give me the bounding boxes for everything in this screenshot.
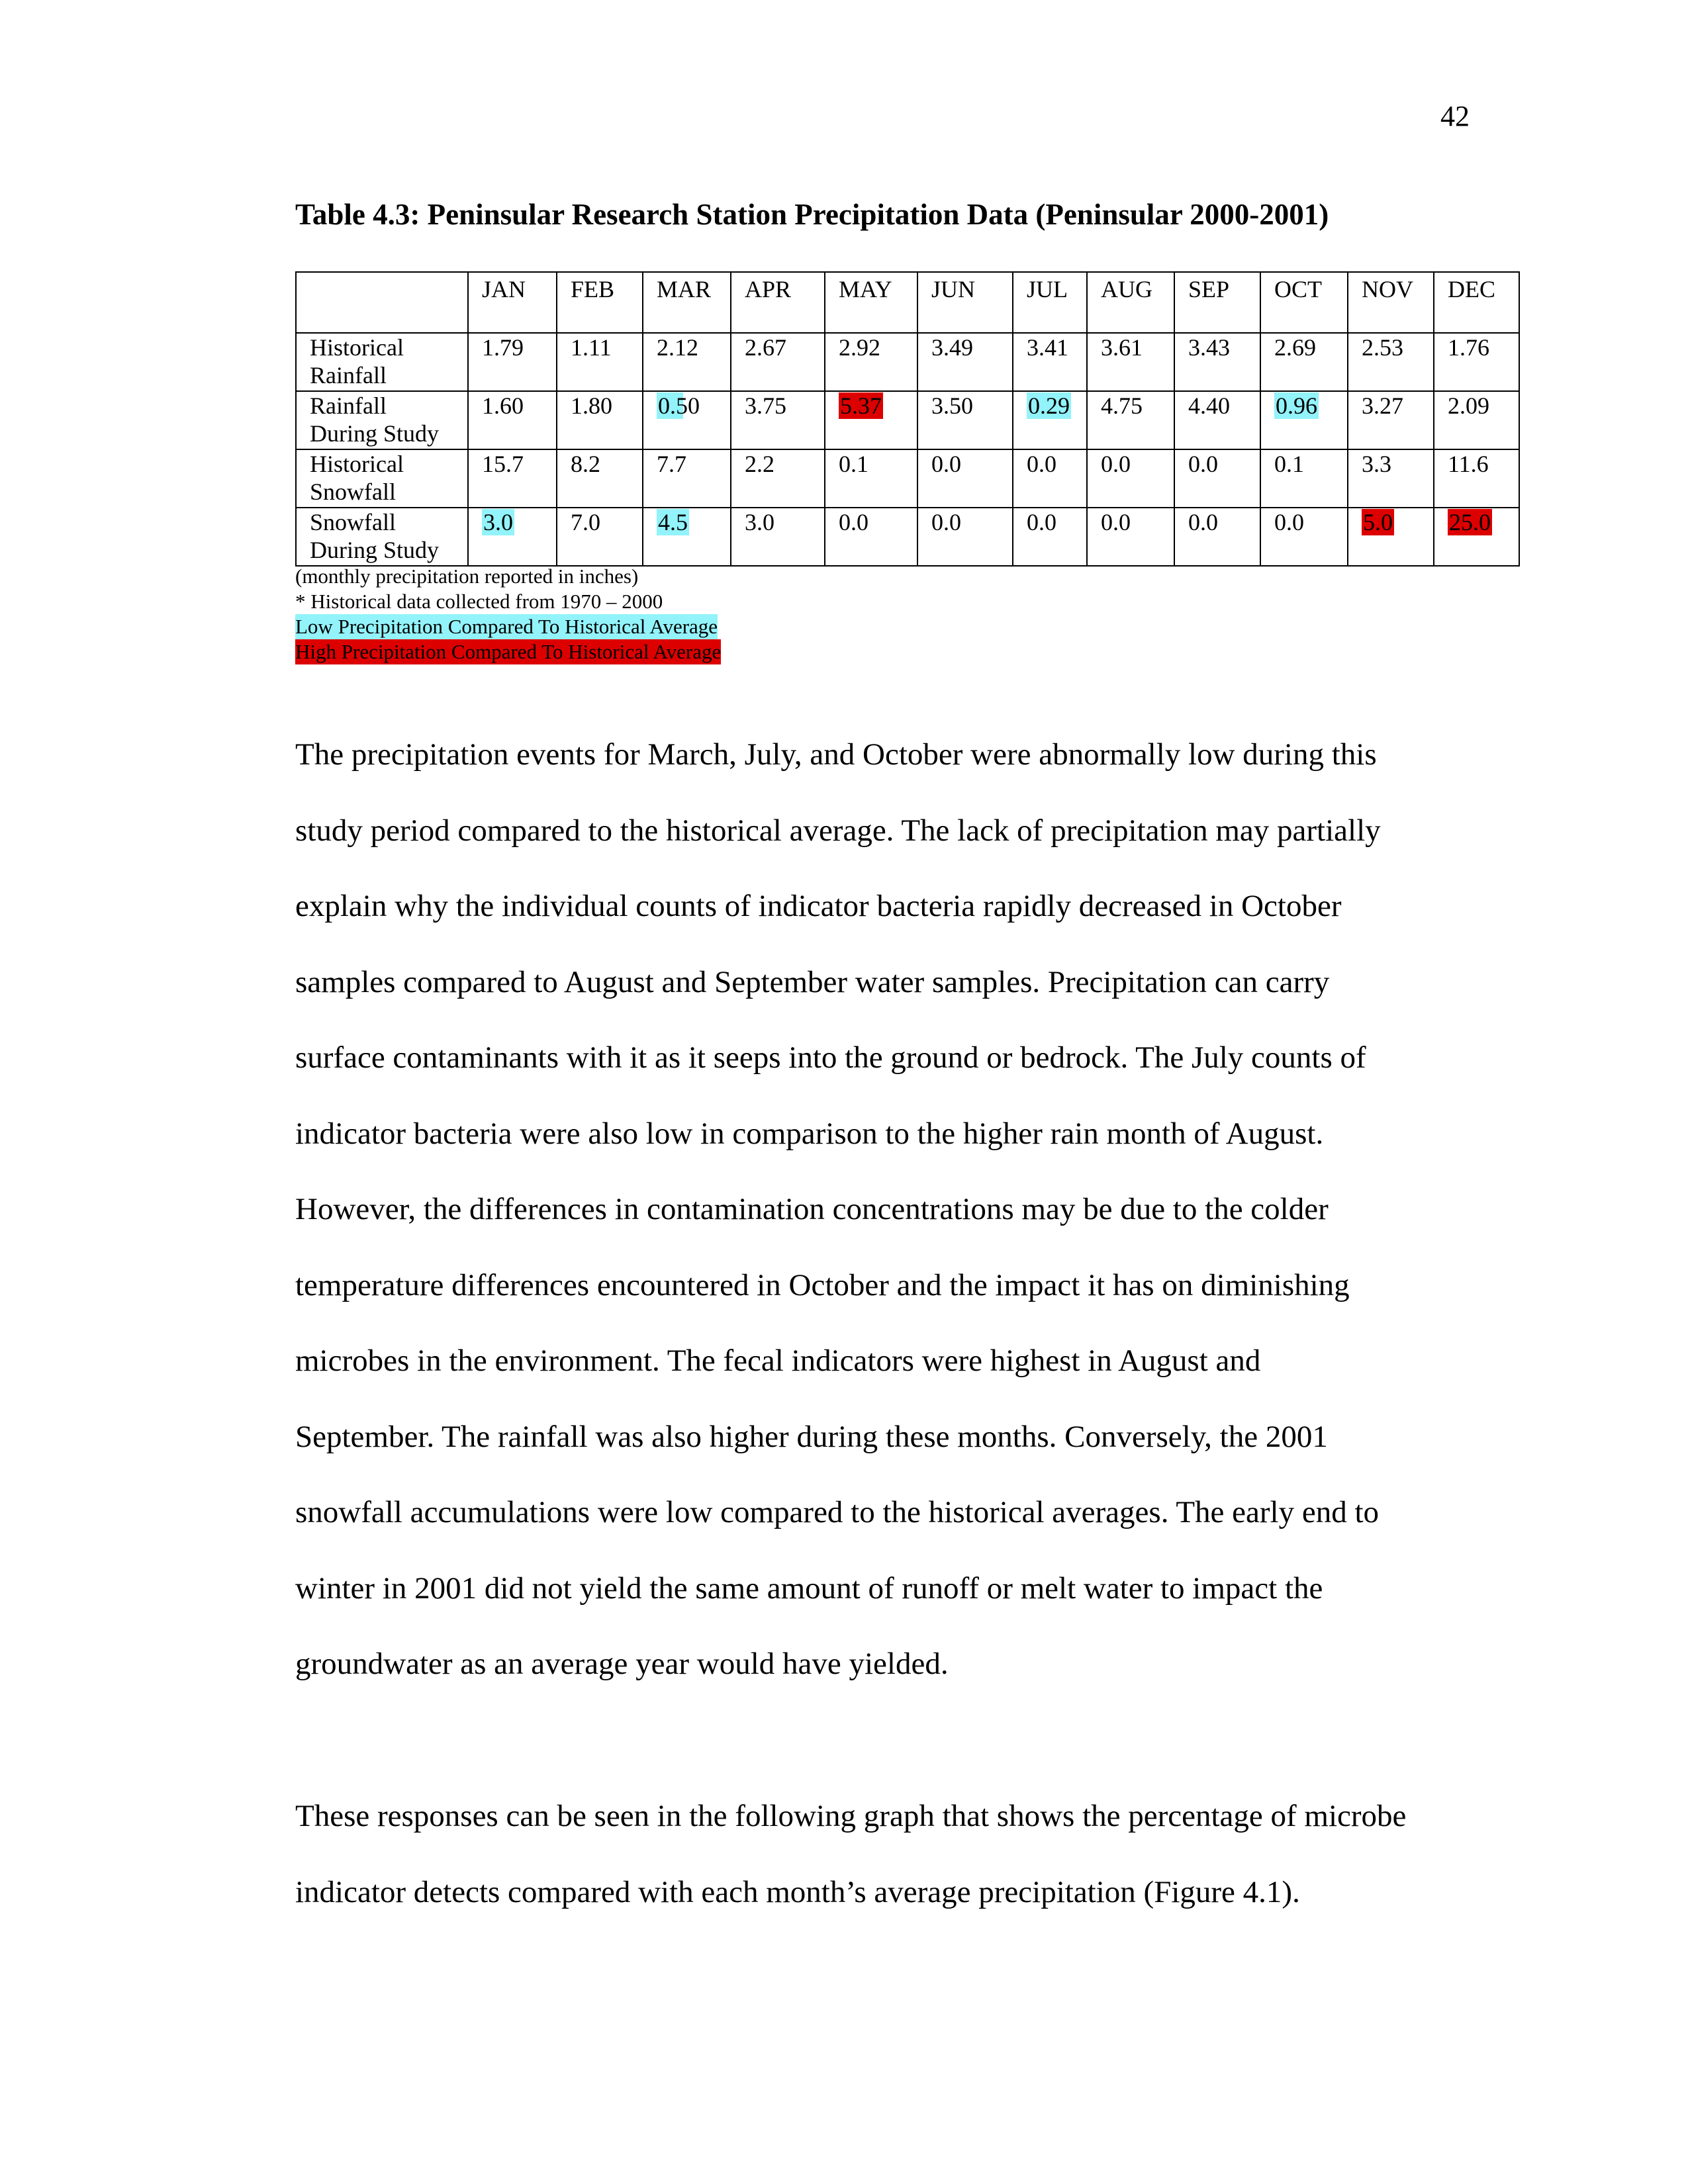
body-paragraph xyxy=(295,735,1493,1720)
paragraph-line: microbes in the environment. The fecal indicators were highest in August and xyxy=(295,1343,1261,1378)
table-cell: 3.75 xyxy=(731,391,825,449)
table-cell xyxy=(1013,391,1087,449)
table-cell: 2.09 xyxy=(1434,391,1519,449)
table-cell: 4.75 xyxy=(1087,391,1174,449)
paragraph-line: snowfall accumulations were low compared to the historical averages. The early end to xyxy=(295,1495,1380,1529)
paragraph-line: groundwater as an average year would have yielded. xyxy=(295,1647,949,1681)
table-cell: 0.0 xyxy=(1013,508,1087,566)
month-header: FEB xyxy=(557,272,643,333)
month-header: DEC xyxy=(1434,272,1519,333)
table-cell: 11.6 xyxy=(1434,449,1519,508)
body-paragraph-2 xyxy=(295,1796,1406,1948)
low-highlight: 0.50 xyxy=(658,392,700,419)
high-highlight: 25.0 xyxy=(1449,509,1491,535)
paragraph-line: indicator detects compared with each month’s average precipitation (Figure 4.1). xyxy=(295,1874,1300,1909)
paragraph-line: samples compared to August and September water samples. Precipitation can carry xyxy=(295,964,1330,999)
table-cell: 1.76 xyxy=(1434,333,1519,391)
table-cell: 4.40 xyxy=(1174,391,1260,449)
table-row-snowfall-during-study xyxy=(296,508,1519,566)
table-cell: 2.92 xyxy=(825,333,917,391)
table-row-historical-snowfall xyxy=(296,449,1519,508)
high-highlight: 5.37 xyxy=(840,392,882,419)
row-label: Snowfall During Study xyxy=(296,508,468,566)
table-header-row xyxy=(296,272,1519,333)
table-row-rainfall-during-study xyxy=(296,391,1519,449)
paragraph-line: explain why the individual counts of indicator bacteria rapidly decreased in October xyxy=(295,889,1342,923)
month-header: NOV xyxy=(1348,272,1434,333)
table-cell: 3.27 xyxy=(1348,391,1434,449)
table-cell: 3.43 xyxy=(1174,333,1260,391)
table-cell: 0.0 xyxy=(917,508,1013,566)
precipitation-table xyxy=(295,271,1520,567)
paragraph-line: study period compared to the historical average. The lack of precipitation may partially xyxy=(295,813,1381,848)
table-notes xyxy=(295,564,721,664)
table-cell: 15.7 xyxy=(468,449,557,508)
table-cell: 0.0 xyxy=(917,449,1013,508)
table-cell: 2.69 xyxy=(1260,333,1348,391)
table-cell xyxy=(1348,508,1434,566)
table-cell: 1.80 xyxy=(557,391,643,449)
historical-note: * Historical data collected from 1970 – 2000 xyxy=(295,590,663,613)
table-cell xyxy=(468,508,557,566)
table-cell: 2.12 xyxy=(643,333,731,391)
table-cell: 0.0 xyxy=(1087,508,1174,566)
table-title: Table 4.3: Peninsular Research Station Precipitation Data (Peninsular 2000-2001) xyxy=(295,198,1329,231)
table-cell: 1.11 xyxy=(557,333,643,391)
table-cell: 2.2 xyxy=(731,449,825,508)
table-cell: 1.60 xyxy=(468,391,557,449)
table-cell xyxy=(643,508,731,566)
month-header: JUL xyxy=(1013,272,1087,333)
paragraph-line: temperature differences encountered in October and the impact it has on diminishing xyxy=(295,1267,1350,1302)
month-header: SEP xyxy=(1174,272,1260,333)
paragraph-line: The precipitation events for March, July, and October were abnormally low during this xyxy=(295,737,1377,772)
table-cell: 3.0 xyxy=(731,508,825,566)
legend-low-precipitation: Low Precipitation Compared To Historical Average xyxy=(295,615,718,638)
table-cell xyxy=(825,391,917,449)
month-header: AUG xyxy=(1087,272,1174,333)
table-cell xyxy=(1434,508,1519,566)
month-header: APR xyxy=(731,272,825,333)
table-cell: 0.0 xyxy=(1087,449,1174,508)
low-highlight: 0.96 xyxy=(1276,392,1317,419)
table-cell xyxy=(643,391,731,449)
table-cell: 7.7 xyxy=(643,449,731,508)
table-cell: 2.67 xyxy=(731,333,825,391)
table-cell: 0.0 xyxy=(1013,449,1087,508)
paragraph-line: surface contaminants with it as it seeps into the ground or bedrock. The July counts of xyxy=(295,1040,1366,1075)
table-cell: 3.49 xyxy=(917,333,1013,391)
table-cell: 7.0 xyxy=(557,508,643,566)
row-label: Rainfall During Study xyxy=(296,391,468,449)
paragraph-line: indicator bacteria were also low in comparison to the higher rain month of August. xyxy=(295,1116,1324,1151)
table-cell: 3.41 xyxy=(1013,333,1087,391)
table-cell: 0.0 xyxy=(1174,508,1260,566)
units-note: (monthly precipitation reported in inches) xyxy=(295,565,639,588)
table-cell: 0.0 xyxy=(1260,508,1348,566)
high-highlight: 5.0 xyxy=(1363,509,1393,535)
month-header: MAY xyxy=(825,272,917,333)
low-highlight: 3.0 xyxy=(483,509,513,535)
low-highlight: 4.5 xyxy=(658,509,688,535)
legend-high-precipitation: High Precipitation Compared To Historical Average xyxy=(295,640,722,663)
table-cell: 2.53 xyxy=(1348,333,1434,391)
paragraph-line: However, the differences in contamination concentrations may be due to the colder xyxy=(295,1192,1329,1226)
low-highlight: 0.29 xyxy=(1028,392,1070,419)
month-header: OCT xyxy=(1260,272,1348,333)
table-cell: 1.79 xyxy=(468,333,557,391)
month-header: MAR xyxy=(643,272,731,333)
table-cell xyxy=(1260,391,1348,449)
table-row-historical-rainfall xyxy=(296,333,1519,391)
table-cell: 0.0 xyxy=(825,508,917,566)
paragraph-line: September. The rainfall was also higher during these months. Conversely, the 2001 xyxy=(295,1419,1328,1454)
table-cell: 0.1 xyxy=(1260,449,1348,508)
table-cell: 3.61 xyxy=(1087,333,1174,391)
table-cell: 8.2 xyxy=(557,449,643,508)
row-label: Historical Snowfall xyxy=(296,449,468,508)
row-label: Historical Rainfall xyxy=(296,333,468,391)
table-corner-cell xyxy=(296,272,468,333)
page-number: 42 xyxy=(1440,100,1470,132)
month-header: JAN xyxy=(468,272,557,333)
table-cell: 0.1 xyxy=(825,449,917,508)
table-cell: 0.0 xyxy=(1174,449,1260,508)
paragraph-line: winter in 2001 did not yield the same amount of runoff or melt water to impact the xyxy=(295,1570,1323,1606)
paragraph-line: These responses can be seen in the following graph that shows the percentage of microbe xyxy=(295,1799,1407,1833)
month-header: JUN xyxy=(917,272,1013,333)
table-cell: 3.50 xyxy=(917,391,1013,449)
table-cell: 3.3 xyxy=(1348,449,1434,508)
